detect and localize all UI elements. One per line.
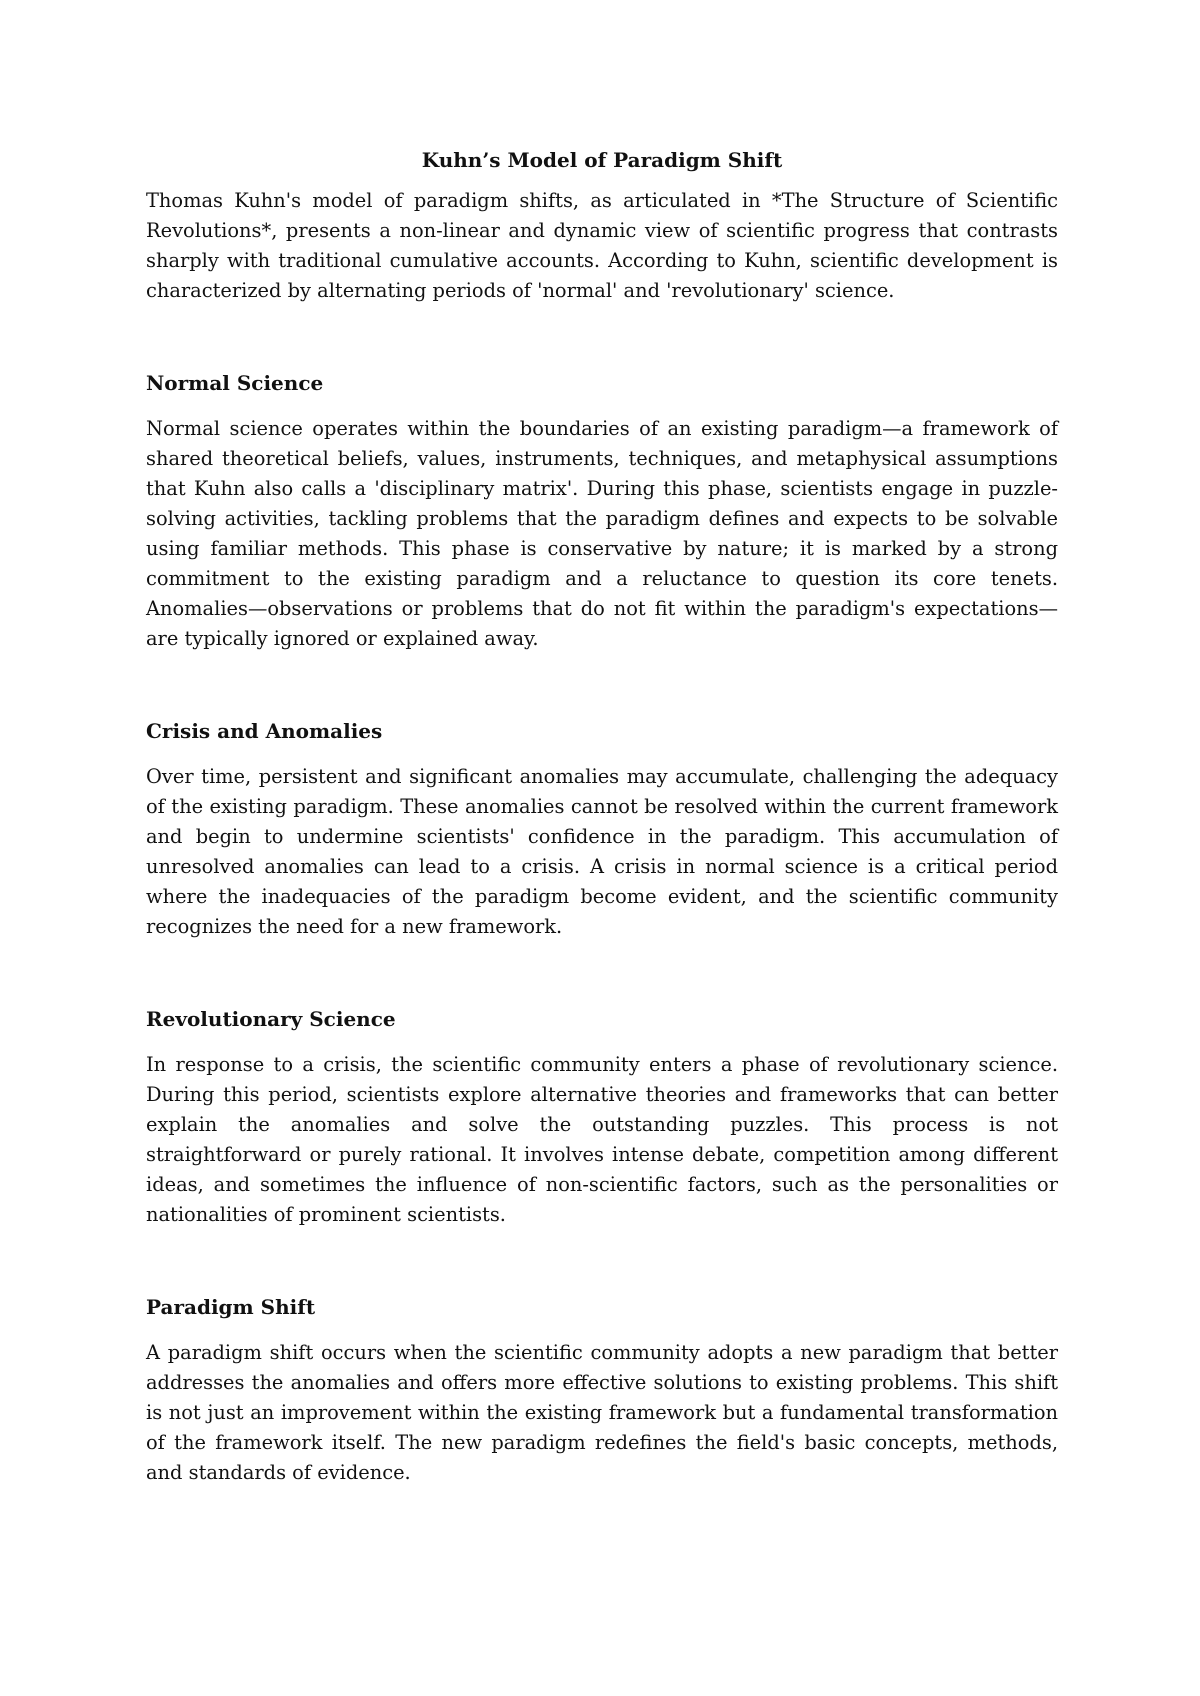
document-title: Kuhn’s Model of Paradigm Shift [421,148,783,172]
section-heading: Paradigm Shift [146,1295,316,1319]
section-revolutionary-science [146,1004,1058,1230]
section-body: Normal science operates within the boundaries of an existing paradigm—a framework of shared theoretical beliefs, values, instruments, techniques, and metaphysical assumptions that Kuhn also calls a 'disciplinary matrix'. During this phase, scientists engage in puzzle-solving activities, tackling problems that the paradigm defines and expects to be solvable using familiar methods. This phase is conservative by nature; it is marked by a strong commitment to the existing paradigm and a reluctance to question its core tenets. Anomalies—observations or problems that do not fit within the paradigm's expectations—are typically ignored or explained away. [146,417,1058,650]
section-crisis-and-anomalies [146,716,1058,942]
section-heading: Normal Science [146,371,324,395]
section-heading: Revolutionary Science [146,1007,396,1031]
section-body: In response to a crisis, the scientific community enters a phase of revolutionary science. During this period, scientists explore alternative theories and frameworks that can better explain the anomalies and solve the outstanding puzzles. This process is not straightforward or purely rational. It involves intense debate, competition among different ideas, and sometimes the influence of non-scientific factors, such as the personalities or nationalities of prominent scientists. [146,1053,1058,1226]
section-body: A paradigm shift occurs when the scientific community adopts a new paradigm that better addresses the anomalies and offers more effective solutions to existing problems. This shift is not just an improvement within the existing framework but a fundamental transformation of the framework itself. The new paradigm redefines the field's basic concepts, methods, and standards of evidence. [146,1341,1058,1484]
document-page [146,142,1058,1488]
section-normal-science [146,368,1058,654]
section-paradigm-shift [146,1292,1058,1488]
intro-paragraph: Thomas Kuhn's model of paradigm shifts, as articulated in *The Structure of Scientific Revolutions*, presents a non-linear and dynamic view of scientific progress that contrasts sharply with traditional cumulative accounts. According to Kuhn, scientific development is characterized by alternating periods of 'normal' and 'revolutionary' science. [146,189,1058,302]
section-body: Over time, persistent and significant anomalies may accumulate, challenging the adequacy of the existing paradigm. These anomalies cannot be resolved within the current framework and begin to undermine scientists' confidence in the paradigm. This accumulation of unresolved anomalies can lead to a crisis. A crisis in normal science is a critical period where the inadequacies of the paradigm become evident, and the scientific community recognizes the need for a new framework. [146,765,1058,938]
section-heading: Crisis and Anomalies [146,719,383,743]
